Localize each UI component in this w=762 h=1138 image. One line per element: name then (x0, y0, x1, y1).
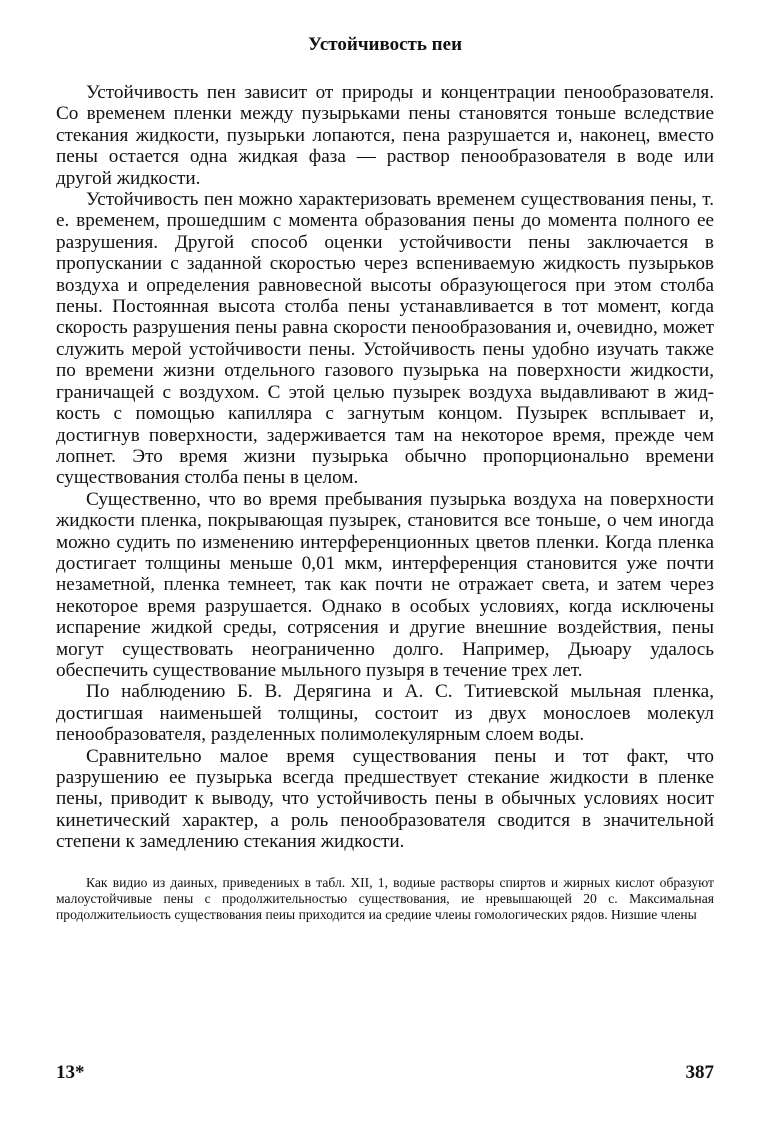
page-footer (56, 1062, 714, 1092)
paragraph-film-thinning: Существенно, что во время пребывания пузырька воздуха на поверхности жидкости пленка, покрывающая пузырек, становится все тоньше, о чем иногда можно судить по изменению интерференционных цветов пленки. Когда пленка достигает толщины меньше 0,01 мкм, интерференция становится уже почти незаметной, пленка темнеет, так как почти не отражает света, и затем через некоторое время разрушается. Однако в особых условиях, когда исключены испарение жидкой среды, сотрясения и другие внешние воздействия, пены могут существовать неограниченно долго. Например, Дьюару удалось обеспечить существование мыльного пузыря в течение трех лет. (56, 488, 714, 681)
footnote (56, 875, 714, 923)
signature-mark: 13* (56, 1062, 85, 1083)
page-content (56, 32, 714, 923)
paragraph-derjaguin-observation: По наблюдению Б. В. Дерягина и А. С. Титиевской мыльная пленка, достигшая наименьшей толщины, состоит из двух монослоев молекул пенообразователя, разделенных полимолекулярным слоем воды. (56, 681, 714, 746)
paragraph-kinetic-conclusion: Сравнительно малое время существования пены и тот факт, что разрушению ее пузырька всегда предшествует стекание жидкости в пленке пены, приводит к выводу, что устойчивость пены в обычных условиях носит кинетический характер, а роль пенообразователя сводится в значительной степени к замедлению стекания жидкости. (56, 745, 714, 853)
paragraph-foam-stability-factors: Устойчивость пен зависит от природы и концентрации пенообразователя. Со временем пленки между пузырьками пены становятся тоньше вследствие стекания жидкости, пузырьки лопаются, пена разрушается и, наконец, вместо пены остается одна жидкая фаза — раствор пенообразователя в воде или другой жидкости. (56, 82, 714, 189)
body-text (56, 82, 714, 853)
page-number: 387 (685, 1062, 714, 1083)
section-heading: Устойчивость пеи (307, 34, 463, 55)
footnote-text: Как видио из даиных, приведениых в табл. XII, 1, водиые растворы спиртов и жирных кислот образуют малоустойчивые пены с продолжительностью существования, ие нревышающей 20 с. Максимальная продолжительиость существования пеиы приходится иа средиие члеиы гомологических рядов. Низшие члены (56, 874, 714, 922)
paragraph-stability-measurement: Устойчивость пен можно характеризовать временем существования пены, т. е. временем, прошедшим с момента образования пены до момента полного ее разрушения. Другой способ оценки устойчивости пены заключается в пропускании с заданной скоростью через вспениваемую жидкость пузырьков воздуха и определения равновесной высоты образующегося при этом столба пены. Постоянная высота столба пены устанавливается в тот момент, когда скорость разрушения пены равна скорости пенообразования и, очевидно, может служить мерой устойчивости пены. Устойчивость пены удобно изучать также по времени жизни отдельного газового пузырька на поверхности жидкости, граничащей с воздухом. С этой целью пузырек воздуха выдавливают в жидкость с помощью капилляра с загнутым концом. Пузырек всплывает и, достигнув поверхности, задерживается там на некоторое время, прежде чем лопнет. Это время жизни пузырька обычно пропорционально времени существования столба пены в целом. (56, 189, 714, 489)
